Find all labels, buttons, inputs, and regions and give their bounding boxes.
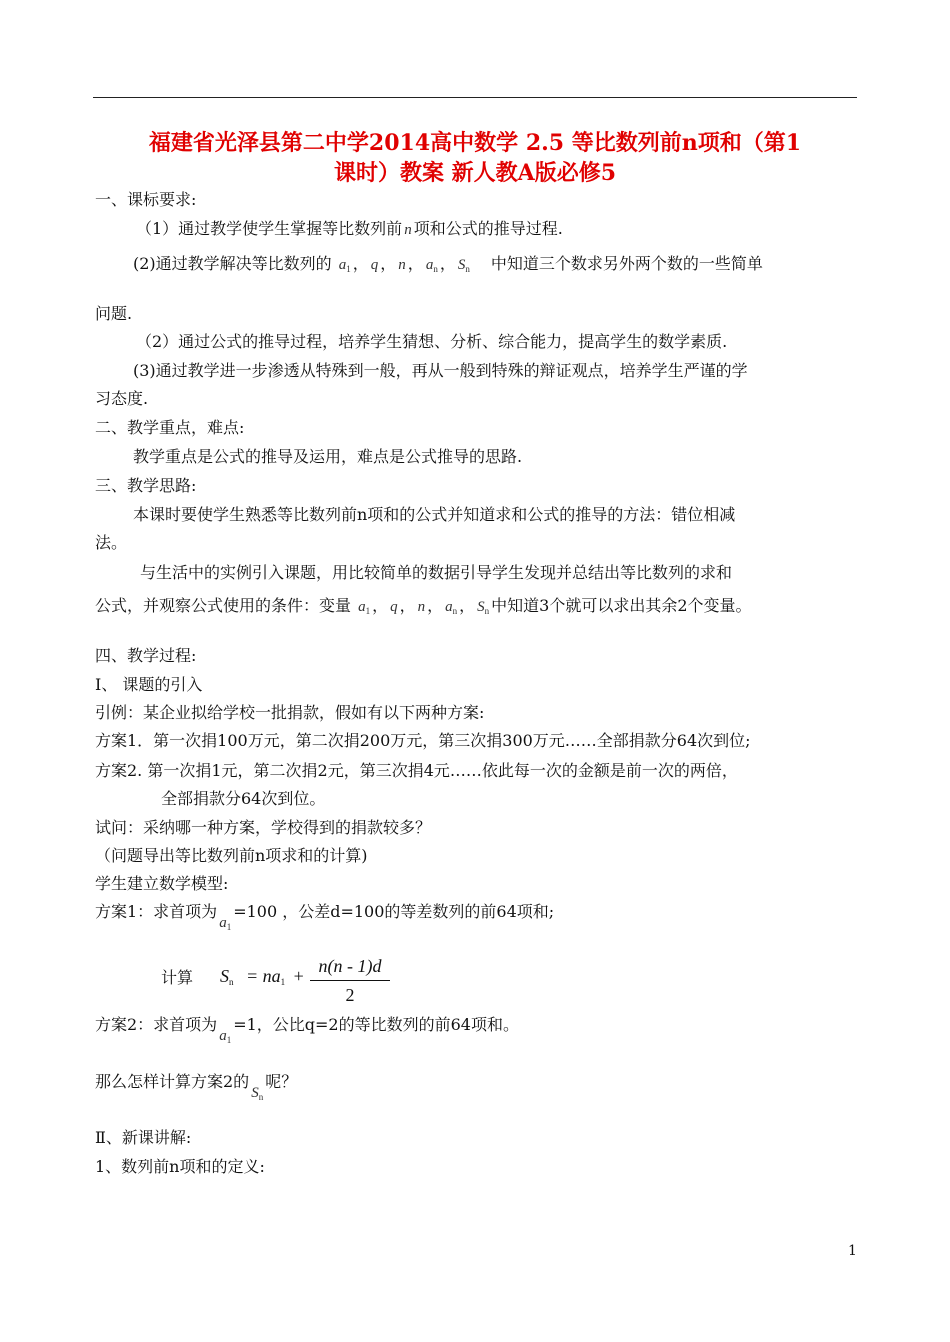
section4-plan1: 方案1．第一次捐100万元，第二次捐200万元，第三次捐300万元……全部捐款分64次到位; <box>95 731 751 750</box>
section1-heading: 一、课标要求: <box>95 190 197 209</box>
document-title-line2: 课时）教案 新人教A版必修5 <box>333 160 617 186</box>
section1-item4: (3)通过教学进一步渗透从特殊到一般，再从一般到特殊的辩证观点，培养学生严谨的学 <box>133 361 748 380</box>
section3-p2: 与生活中的实例引入课题，用比较简单的数据引导学生发现并总结出等比数列的求和 <box>140 563 733 582</box>
definition-heading: 1、数列前n项和的定义: <box>95 1157 265 1176</box>
section2-heading: 二、教学重点，难点: <box>95 418 245 437</box>
formula-denominator: 2 <box>345 985 355 1005</box>
section3-p1: 本课时要使学生熟悉等比数列前n项和的公式并知道求和公式的推导的方法：错位相减 <box>133 505 736 524</box>
plan1-model-line: 方案1：求首项为$a_1=100$ ，公差d=100的等差数列的前64项和; <box>95 902 555 932</box>
formula-fraction-bar <box>310 980 390 981</box>
section1-item1: （1）通过教学使学生掌握等比数列前 n 项和公式的推导过程. <box>136 219 563 238</box>
section4-sub2: Ⅱ、新课讲解: <box>95 1128 192 1147</box>
page-number: 1 <box>848 1243 857 1259</box>
section3-p1-cont: 法。 <box>95 533 128 552</box>
header-rule <box>93 97 857 98</box>
section2-text: 教学重点是公式的推导及运用，难点是公式推导的思路. <box>133 447 523 466</box>
section3-p2-cont: 公式，并观察公式使用的条件：变量 $a_1$ ， q ， n ， $a_n$ ， $S_n$ 中知道3个就可以求出其余2个变量。 <box>95 596 752 616</box>
section1-item2-cont: 问题. <box>95 304 133 323</box>
section1-item2: (2)通过教学解决等比数列的 $a_1$ ， q ， n ， $a_n$ ， $S_n$ 中知道三个数求另外两个数的一些简单 <box>133 254 763 274</box>
section4-model: 学生建立数学模型: <box>95 874 229 893</box>
formula-rhs: = na1 + <box>246 966 304 987</box>
formula-numerator: n(n - 1)d <box>318 956 382 976</box>
section4-note: （问题导出等比数列前n项求和的计算) <box>95 846 368 865</box>
how-to-compute: 那么怎样计算方案2的$S_n$呢？ <box>95 1072 298 1102</box>
section4-plan2: 方案2. 第一次捐1元，第二次捐2元，第三次捐4元……依此每一次的金额是前一次的两倍， <box>95 761 738 780</box>
document-title-line1: 福建省光泽县第二中学2014高中数学 2.5 等比数列前n项和（第1 <box>148 130 802 156</box>
section4-plan2-cont: 全部捐款分64次到位。 <box>161 789 326 808</box>
calc-label: 计算 <box>161 968 194 987</box>
plan2-model-line: 方案2：求首项为$a_1=1$，公比q=2的等比数列的前64项和。 <box>95 1015 519 1045</box>
section1-item3: （2）通过公式的推导过程，培养学生猜想、分析、综合能力，提高学生的数学素质. <box>136 332 728 351</box>
section4-question: 试问：采纳哪一种方案，学校得到的捐款较多？ <box>95 818 432 837</box>
section4-example: 引例：某企业拟给学校一批捐款，假如有以下两种方案: <box>95 703 485 722</box>
section3-heading: 三、教学思路: <box>95 476 197 495</box>
section4-heading: 四、教学过程: <box>95 646 197 665</box>
formula-lhs: Sn <box>220 966 234 987</box>
section1-item4-cont: 习态度. <box>95 389 149 408</box>
section4-sub1: Ⅰ、 课题的引入 <box>95 675 203 694</box>
